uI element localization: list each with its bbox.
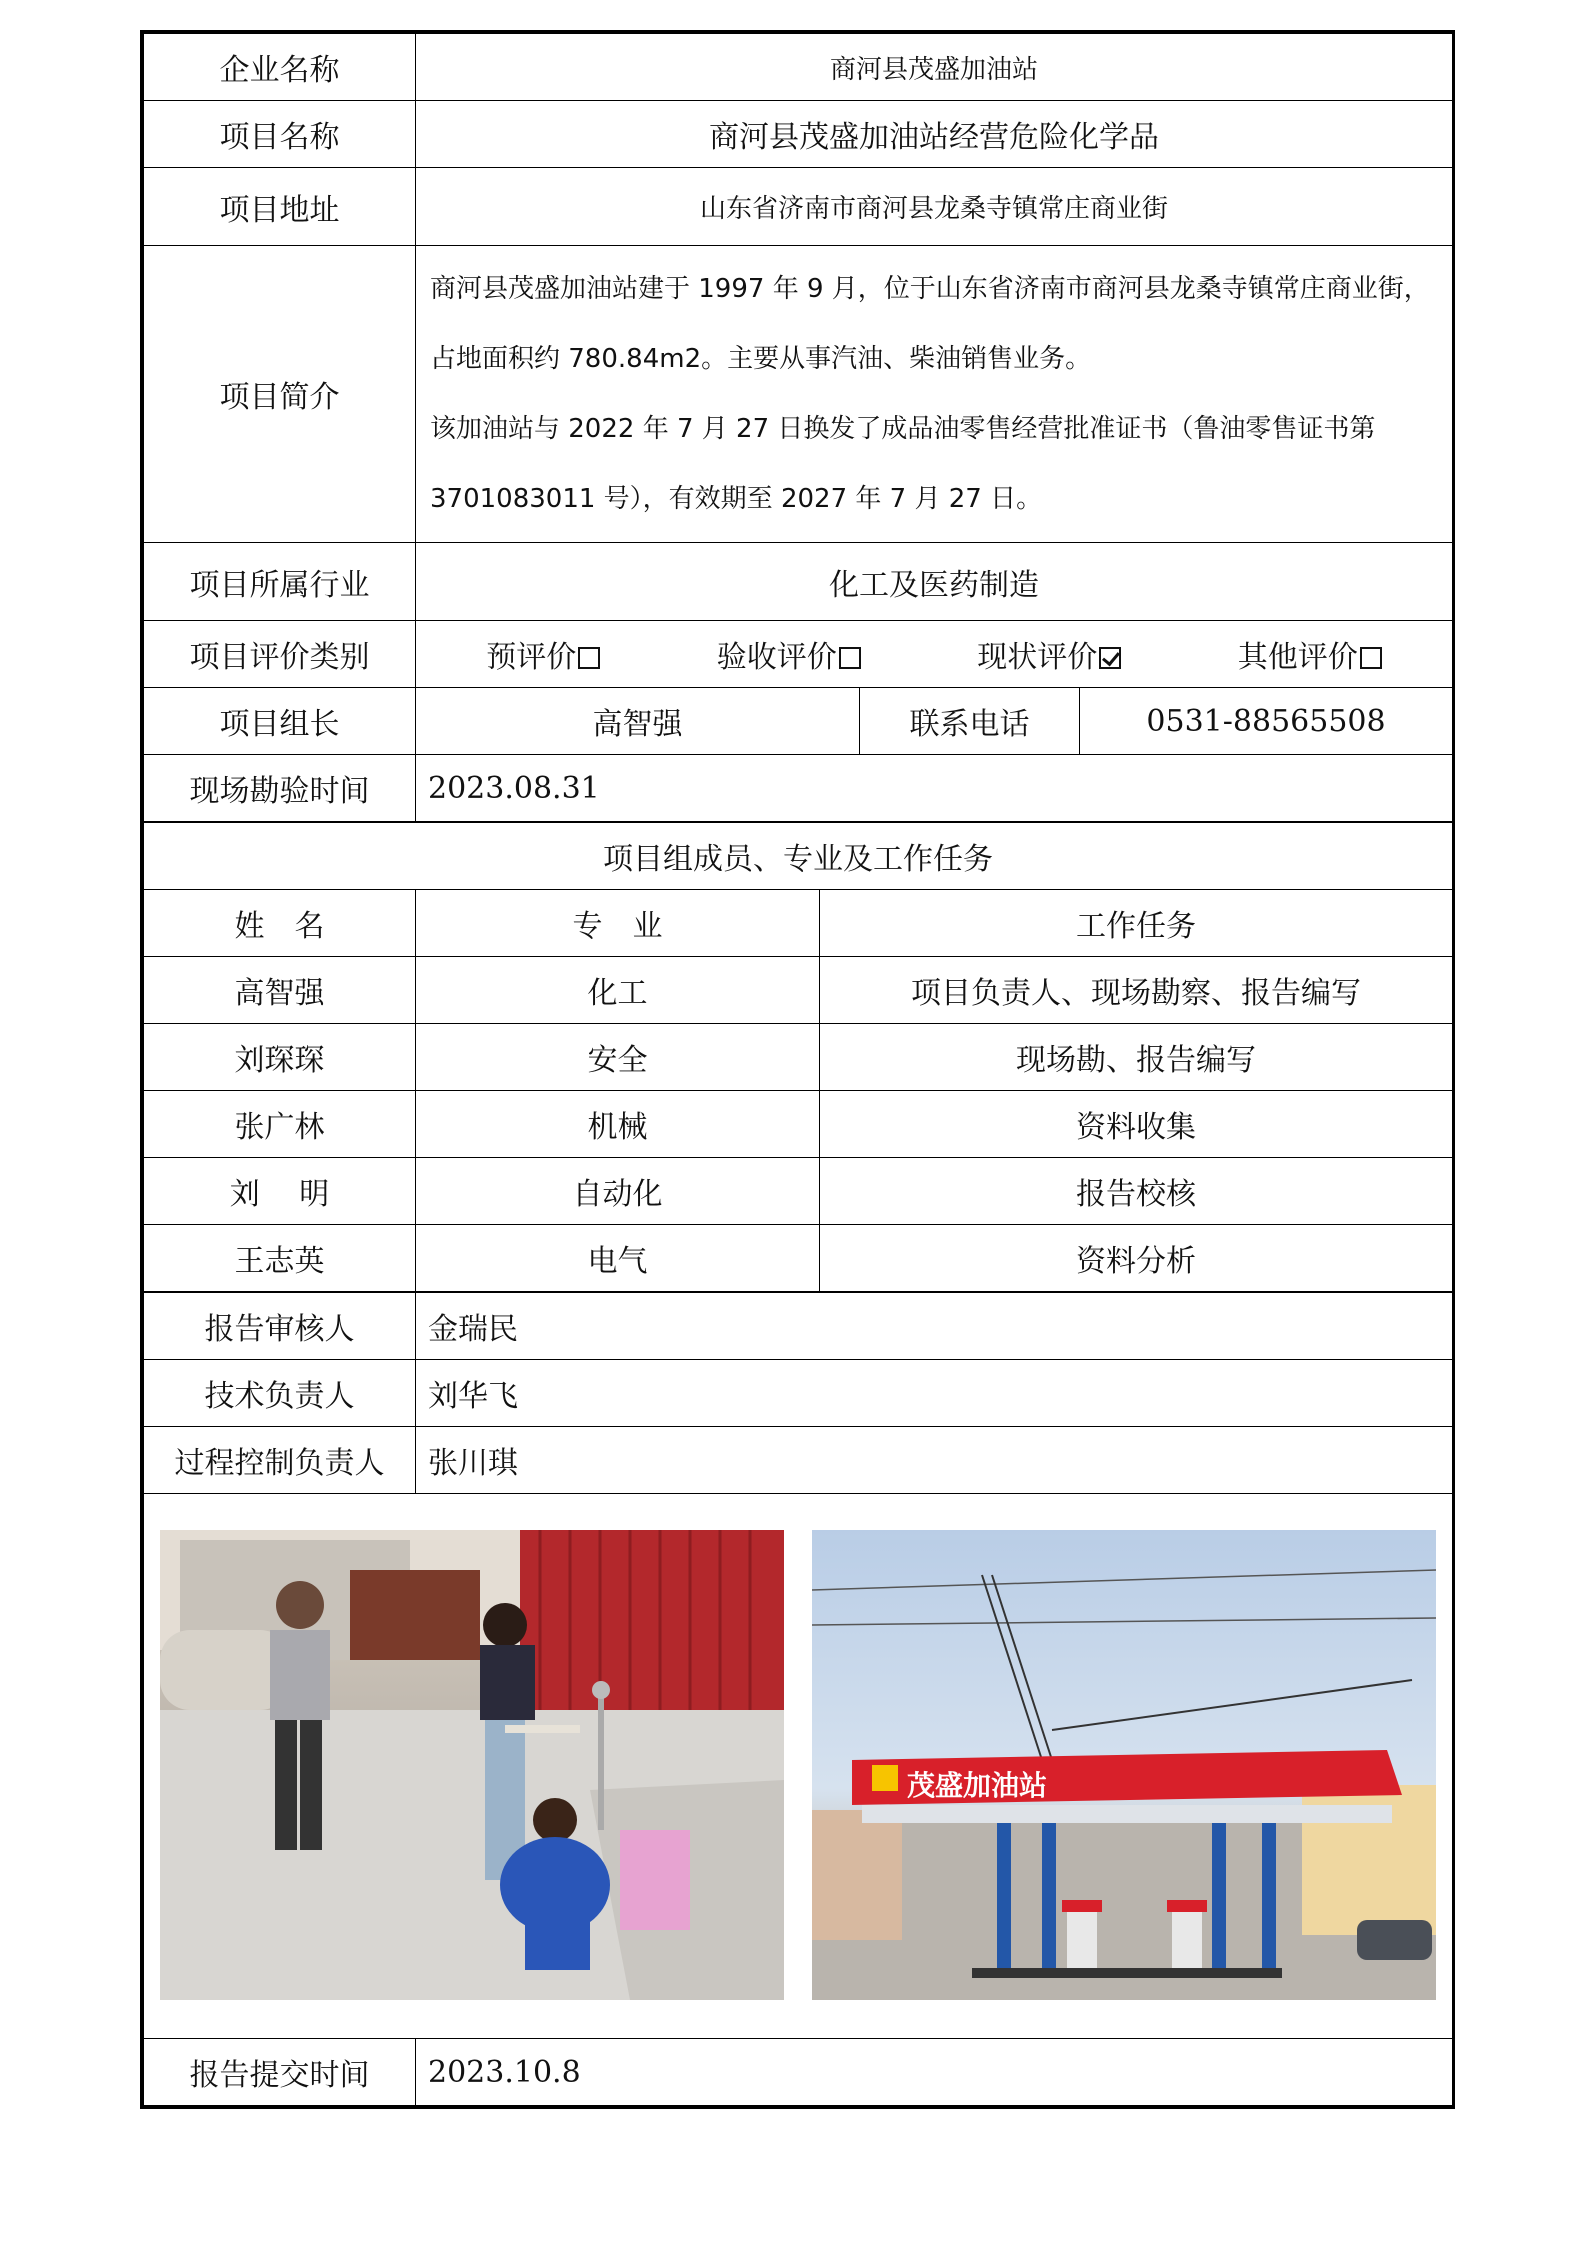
gas-station-photo xyxy=(812,1530,1436,2000)
signoff-table xyxy=(143,1292,1453,2106)
member-specialty: 电气 xyxy=(416,1225,820,1292)
row-leader xyxy=(144,688,1453,755)
checked-checkbox-icon[interactable] xyxy=(1099,647,1121,669)
project-address-label: 项目地址 xyxy=(144,168,416,246)
row-eval-category xyxy=(144,621,1453,688)
project-name-label: 项目名称 xyxy=(144,101,416,168)
member-specialty: 化工 xyxy=(416,957,820,1024)
column-header-name: 姓 名 xyxy=(144,890,416,957)
row-tech-lead xyxy=(144,1360,1453,1427)
tech-lead-value: 刘华飞 xyxy=(416,1360,1453,1427)
members-table xyxy=(143,822,1453,1292)
tech-lead-label: 技术负责人 xyxy=(144,1360,416,1427)
project-intro-text xyxy=(416,246,1453,543)
member-name: 张广林 xyxy=(144,1091,416,1158)
column-header-task: 工作任务 xyxy=(820,890,1453,957)
leader-value: 高智强 xyxy=(416,688,860,755)
column-header-specialty: 专 业 xyxy=(416,890,820,957)
site-inspection-illustration xyxy=(160,1530,784,2000)
member-specialty: 机械 xyxy=(416,1091,820,1158)
survey-time-value: 2023.08.31 xyxy=(416,755,1453,822)
gas-station-illustration xyxy=(812,1530,1436,2000)
checkbox-icon[interactable] xyxy=(578,647,600,669)
company-label: 企业名称 xyxy=(144,34,416,101)
eval-option-status-label: 现状评价 xyxy=(977,640,1098,675)
industry-label: 项目所属行业 xyxy=(144,543,416,621)
eval-option-other-label: 其他评价 xyxy=(1237,640,1358,675)
member-specialty: 自动化 xyxy=(416,1158,820,1225)
process-lead-label: 过程控制负责人 xyxy=(144,1427,416,1494)
leader-label: 项目组长 xyxy=(144,688,416,755)
row-project-intro xyxy=(144,246,1453,543)
submit-time-value: 2023.10.8 xyxy=(416,2039,1453,2106)
eval-option-pre[interactable] xyxy=(486,632,600,676)
member-name: 高智强 xyxy=(144,957,416,1024)
row-project-name xyxy=(144,101,1453,168)
member-name: 刘 明 xyxy=(144,1158,416,1225)
eval-category-options xyxy=(416,621,1453,688)
project-address-value: 山东省济南市商河县龙桑寺镇常庄商业街 xyxy=(416,168,1453,246)
member-specialty: 安全 xyxy=(416,1024,820,1091)
row-reviewer xyxy=(144,1293,1453,1360)
member-task: 资料分析 xyxy=(820,1225,1453,1292)
site-inspection-photo xyxy=(160,1530,784,2000)
eval-option-status[interactable] xyxy=(977,632,1121,676)
row-process-lead xyxy=(144,1427,1453,1494)
row-photos xyxy=(144,1494,1453,2039)
member-task: 资料收集 xyxy=(820,1091,1453,1158)
eval-option-other[interactable] xyxy=(1238,632,1382,676)
member-name: 王志英 xyxy=(144,1225,416,1292)
project-name-value: 商河县茂盛加油站经营危险化学品 xyxy=(416,101,1453,168)
reviewer-value: 金瑞民 xyxy=(416,1293,1453,1360)
table-row xyxy=(144,1024,1453,1091)
table-row xyxy=(144,957,1453,1024)
intro-line-1: 商河县茂盛加油站建于 1997 年 9 月，位于山东省济南市商河县龙桑寺镇常庄商业街， xyxy=(430,274,1430,304)
industry-value: 化工及医药制造 xyxy=(416,543,1453,621)
submit-time-label: 报告提交时间 xyxy=(144,2039,416,2106)
intro-line-4: 3701083011 号），有效期至 2027 年 7 月 27 日。 xyxy=(430,484,1043,514)
eval-option-pre-label: 预评价 xyxy=(486,640,577,675)
process-lead-value: 张川琪 xyxy=(416,1427,1453,1494)
eval-option-acceptance-label: 验收评价 xyxy=(716,640,837,675)
row-industry xyxy=(144,543,1453,621)
checkbox-icon[interactable] xyxy=(839,647,861,669)
survey-time-label: 现场勘验时间 xyxy=(144,755,416,822)
eval-category-label: 项目评价类别 xyxy=(144,621,416,688)
company-value: 商河县茂盛加油站 xyxy=(416,34,1453,101)
row-project-address xyxy=(144,168,1453,246)
table-row xyxy=(144,1091,1453,1158)
row-company xyxy=(144,34,1453,101)
members-section-title: 项目组成员、专业及工作任务 xyxy=(144,823,1453,890)
row-submit-time xyxy=(144,2039,1453,2106)
members-header-row xyxy=(144,890,1453,957)
report-info-sheet xyxy=(140,30,1455,2109)
checkbox-icon[interactable] xyxy=(1360,647,1382,669)
eval-option-acceptance[interactable] xyxy=(717,632,861,676)
intro-line-2: 占地面积约 780.84m2。主要从事汽油、柴油销售业务。 xyxy=(430,344,1092,374)
member-task: 报告校核 xyxy=(820,1158,1453,1225)
reviewer-label: 报告审核人 xyxy=(144,1293,416,1360)
members-section-title-row xyxy=(144,823,1453,890)
project-intro-label: 项目简介 xyxy=(144,246,416,543)
table-row xyxy=(144,1158,1453,1225)
table-row xyxy=(144,1225,1453,1292)
phone-value: 0531-88565508 xyxy=(1080,688,1453,755)
member-task: 项目负责人、现场勘察、报告编写 xyxy=(820,957,1453,1024)
intro-line-3: 该加油站与 2022 年 7 月 27 日换发了成品油零售经营批准证书（鲁油零售证书第 xyxy=(430,414,1376,444)
row-survey-time xyxy=(144,755,1453,822)
photos-cell xyxy=(144,1494,1453,2039)
member-task: 现场勘、报告编写 xyxy=(820,1024,1453,1091)
info-table xyxy=(143,33,1453,822)
member-name: 刘琛琛 xyxy=(144,1024,416,1091)
phone-label: 联系电话 xyxy=(860,688,1080,755)
station-sign-text: 茂盛加油站 xyxy=(907,1769,1048,1802)
